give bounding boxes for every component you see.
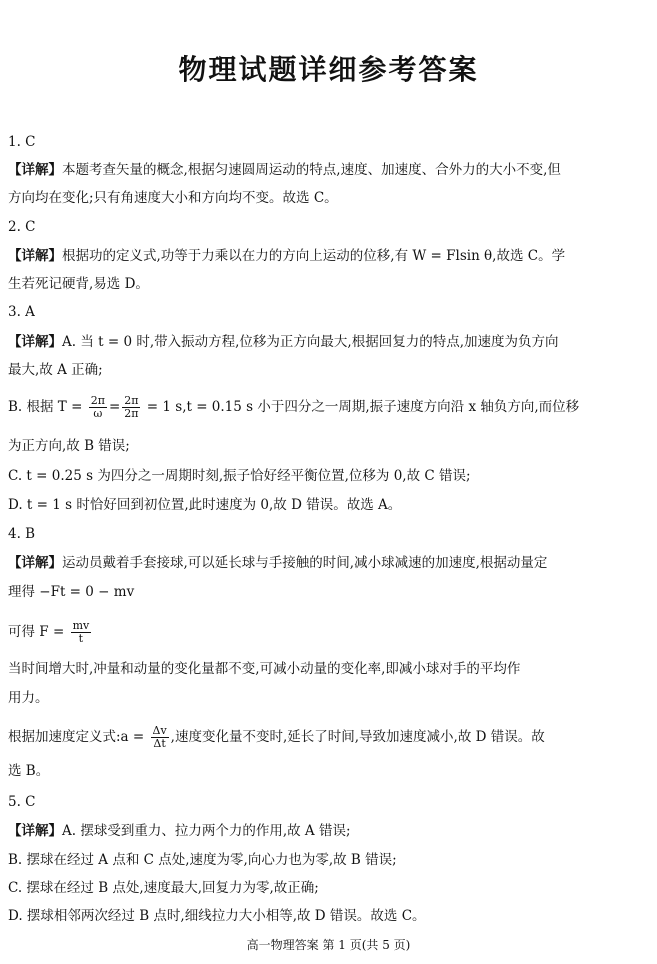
q4-formula-prefix: 可得 F = <box>8 624 65 640</box>
q3-explanation-line1 <box>8 333 648 351</box>
q2-tag: 【详解】 <box>8 248 62 264</box>
q3-option-c: C. t = 0.25 s 为四分之一周期时刻,振子恰好经平衡位置,位移为 0,故 C 错误; <box>8 468 471 484</box>
q5-option-a <box>8 822 648 840</box>
fraction <box>122 395 140 420</box>
q3-option-b <box>8 394 648 420</box>
fraction-bottom: Δt <box>153 737 166 750</box>
q4-explanation-line5: 用力。 <box>8 690 49 706</box>
q3-option-d: D. t = 1 s 时恰好回到初位置,此时速度为 0,故 D 错误。故选 A。 <box>8 497 402 513</box>
fraction-top: 2π <box>90 394 105 407</box>
q3-option-b-line2: 为正方向,故 B 错误; <box>8 438 130 454</box>
q5-option-c: C. 摆球在经过 B 点处,速度最大,回复力为零,故正确; <box>8 880 319 896</box>
fraction-bottom: 2π <box>124 407 139 420</box>
q1-tag: 【详解】 <box>8 162 62 178</box>
fraction-top: Δv <box>152 724 167 737</box>
q3-tag: 【详解】 <box>8 334 62 350</box>
page-title: 物理试题详细参考答案 <box>178 53 479 86</box>
q5-text-a: A. 摆球受到重力、拉力两个力的作用,故 A 错误; <box>62 823 351 839</box>
q1-answer: 1. C <box>8 134 36 150</box>
fraction-bottom: ω <box>93 407 103 420</box>
equals: = <box>108 399 121 415</box>
q2-answer: 2. C <box>8 219 36 235</box>
q4-explanation-line4: 当时间增大时,冲量和动量的变化量都不变,可减小动量的变化率,即减小球对手的平均作 <box>8 661 521 677</box>
q2-text1: 根据功的定义式,功等于力乘以在力的方向上运动的位移,有 W = Flsin θ,故选 C。学 <box>62 248 566 264</box>
fraction <box>151 725 169 750</box>
q3-text1: A. 当 t = 0 时,带入振动方程,位移为正方向最大,根据回复力的特点,加速度为负方向 <box>62 334 559 350</box>
q3-b-suffix: = 1 s,t = 0.15 s 小于四分之一周期,振子速度方向沿 x 轴负方向,而位移 <box>146 399 580 415</box>
fraction <box>71 620 92 645</box>
q2-explanation-line1 <box>8 247 648 265</box>
q1-explanation-line2: 方向均在变化;只有角速度大小和方向均不变。故选 C。 <box>8 190 338 206</box>
q5-tag: 【详解】 <box>8 823 62 839</box>
q5-option-d: D. 摆球相邻两次经过 B 点时,细线拉力大小相等,故 D 错误。故选 C。 <box>8 908 426 924</box>
q4-answer: 4. B <box>8 526 36 542</box>
q3-explanation-line2: 最大,故 A 正确; <box>8 362 103 378</box>
q3-answer: 3. A <box>8 304 35 320</box>
page-footer: 高一物理答案 第 1 页(共 5 页) <box>246 938 411 952</box>
q4-tag: 【详解】 <box>8 555 62 571</box>
q4-formula-a-prefix: 根据加速度定义式:a = <box>8 729 145 745</box>
q4-formula-f <box>8 619 648 645</box>
q1-text1: 本题考查矢量的概念,根据匀速圆周运动的特点,速度、加速度、合外力的大小不变,但 <box>62 162 561 178</box>
q4-formula-a <box>8 724 648 750</box>
fraction-top: mv <box>72 619 90 632</box>
q4-explanation-line7: 选 B。 <box>8 763 50 779</box>
q4-formula-a-suffix: ,速度变化量不变时,延长了时间,导致加速度减小,故 D 错误。故 <box>170 729 545 745</box>
fraction <box>89 395 107 420</box>
q2-explanation-line2: 生若死记硬背,易选 D。 <box>8 276 149 292</box>
q4-text1: 运动员戴着手套接球,可以延长球与手接触的时间,减小球减速的加速度,根据动量定 <box>62 555 548 571</box>
q3-b-prefix: B. 根据 T = <box>8 399 83 415</box>
q1-explanation-line1 <box>8 161 648 179</box>
fraction-top: 2π <box>124 394 139 407</box>
q5-answer: 5. C <box>8 794 36 810</box>
q5-option-b: B. 摆球在经过 A 点和 C 点处,速度为零,向心力也为零,故 B 错误; <box>8 852 397 868</box>
fraction-bottom: t <box>78 632 84 645</box>
q4-explanation-line2: 理得 −Ft = 0 − mv <box>8 584 135 600</box>
q4-explanation-line1 <box>8 554 648 572</box>
